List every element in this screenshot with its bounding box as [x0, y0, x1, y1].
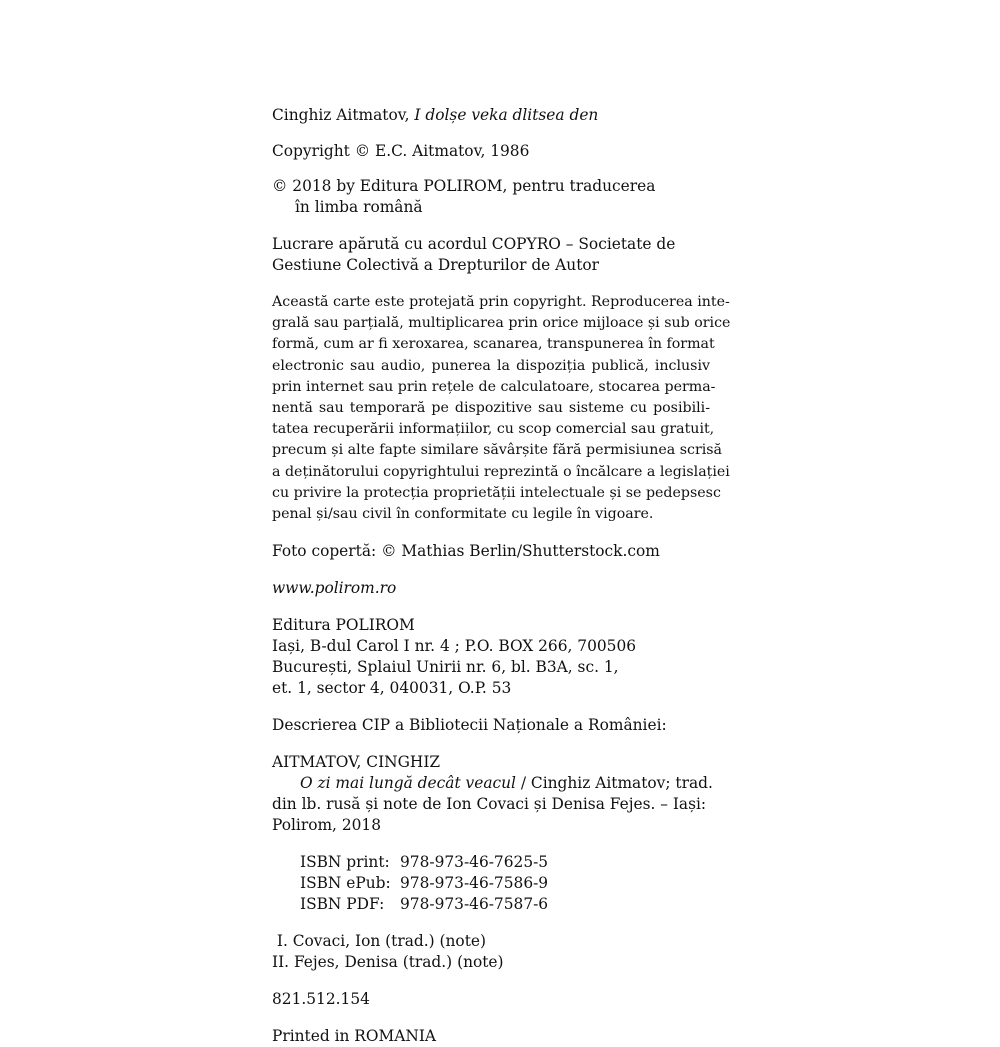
- legal-notice-line: tatea recuperării informațiilor, cu scop comercial sau gratuit,: [272, 421, 715, 438]
- cip-book-title: O zi mai lungă decât veacul: [300, 774, 516, 793]
- printed-in: Printed in ROMANIA: [272, 1027, 437, 1046]
- contributors: [272, 931, 712, 973]
- legal-notice-line: precum și alte fapte similare săvârșite fără permisiunea scrisă: [272, 442, 723, 459]
- copyright-page: [272, 105, 731, 1047]
- copyright-original: Copyright © E.C. Aitmatov, 1986: [272, 142, 530, 160]
- legal-notice-line: electronic sau audio, punerea la dispoziția publică, inclusiv: [272, 357, 710, 374]
- classification-code: 821.512.154: [272, 990, 370, 1009]
- cip-description: [272, 773, 712, 836]
- copyro-notice: [272, 234, 712, 276]
- publisher-name: Editura POLIROM: [272, 616, 415, 635]
- isbn-value: 978-973-46-7586-9: [400, 874, 549, 893]
- cip-description-line-2: din lb. rusă și note de Ion Covaci și Denisa Fejes. – Iași:: [272, 795, 707, 814]
- legal-notice-line: a deținătorului copyrightului reprezintă o încălcare a legislației: [272, 463, 730, 480]
- publisher-address-sector: et. 1, sector 4, 040031, O.P. 53: [272, 679, 512, 698]
- copyright-translation-line-2: în limba română: [295, 198, 423, 216]
- legal-notice-line: nentă sau temporară pe dispozitive sau sisteme cu posibili-: [272, 400, 710, 417]
- isbn-label: ISBN print:: [300, 853, 390, 872]
- isbn-value: 978-973-46-7625-5: [400, 853, 549, 872]
- contributor-line: I. Covaci, Ion (trad.) (note): [272, 932, 486, 951]
- original-author: Cinghiz Aitmatov,: [272, 106, 415, 124]
- cip-description-line-3: Polirom, 2018: [272, 816, 382, 835]
- isbn-row: [300, 894, 712, 915]
- isbn-value: 978-973-46-7587-6: [400, 895, 549, 914]
- contributor-line: II. Fejes, Denisa (trad.) (note): [272, 953, 504, 972]
- legal-notice-line: prin internet sau prin rețele de calculatoare, stocarea perma-: [272, 378, 716, 395]
- legal-notice-line: formă, cum ar fi xeroxarea, scanarea, transpunerea în format: [272, 336, 715, 353]
- isbn-list: [272, 852, 712, 915]
- cip-description-line-1: [272, 773, 712, 794]
- website-link[interactable]: www.polirom.ro: [272, 579, 397, 598]
- original-title: I dolșe veka dlitsea den: [414, 106, 599, 124]
- legal-notice-line: cu privire la protecția proprietății intelectuale și se pedepsesc: [272, 484, 721, 501]
- legal-notice-line: Această carte este protejată prin copyright. Reproducerea inte-: [272, 294, 730, 310]
- isbn-label: ISBN ePub:: [300, 874, 391, 893]
- legal-notice-line: grală sau parțială, multiplicarea prin orice mijloace și sub orice: [272, 315, 731, 332]
- publisher-info: [272, 615, 712, 699]
- isbn-label: ISBN PDF:: [300, 895, 385, 914]
- cover-photo-credit: Foto copertă: © Mathias Berlin/Shutterstock.com: [272, 542, 660, 561]
- copyro-notice-line-2: Gestiune Colectivă a Drepturilor de Autor: [272, 256, 600, 274]
- cip-description-text: / Cinghiz Aitmatov; trad.: [515, 774, 713, 793]
- cip-heading: Descrierea CIP a Bibliotecii Naționale a României:: [272, 716, 667, 735]
- isbn-row: [300, 873, 712, 894]
- original-title-line: [272, 105, 712, 126]
- publisher-address-iasi: Iași, B-dul Carol I nr. 4 ; P.O. BOX 266, 700506: [272, 637, 637, 656]
- copyright-translation: [272, 176, 712, 218]
- legal-notice-line: penal și/sau civil în conformitate cu legile în vigoare.: [272, 506, 654, 523]
- legal-notice: [272, 292, 731, 525]
- cip-author: AITMATOV, CINGHIZ: [272, 753, 441, 772]
- isbn-row: [300, 852, 712, 873]
- copyright-translation-line-1: © 2018 by Editura POLIROM, pentru traducerea: [272, 177, 656, 195]
- publisher-address-bucuresti: București, Splaiul Unirii nr. 6, bl. B3A, sc. 1,: [272, 658, 619, 677]
- copyro-notice-line-1: Lucrare apărută cu acordul COPYRO – Societate de: [272, 235, 676, 253]
